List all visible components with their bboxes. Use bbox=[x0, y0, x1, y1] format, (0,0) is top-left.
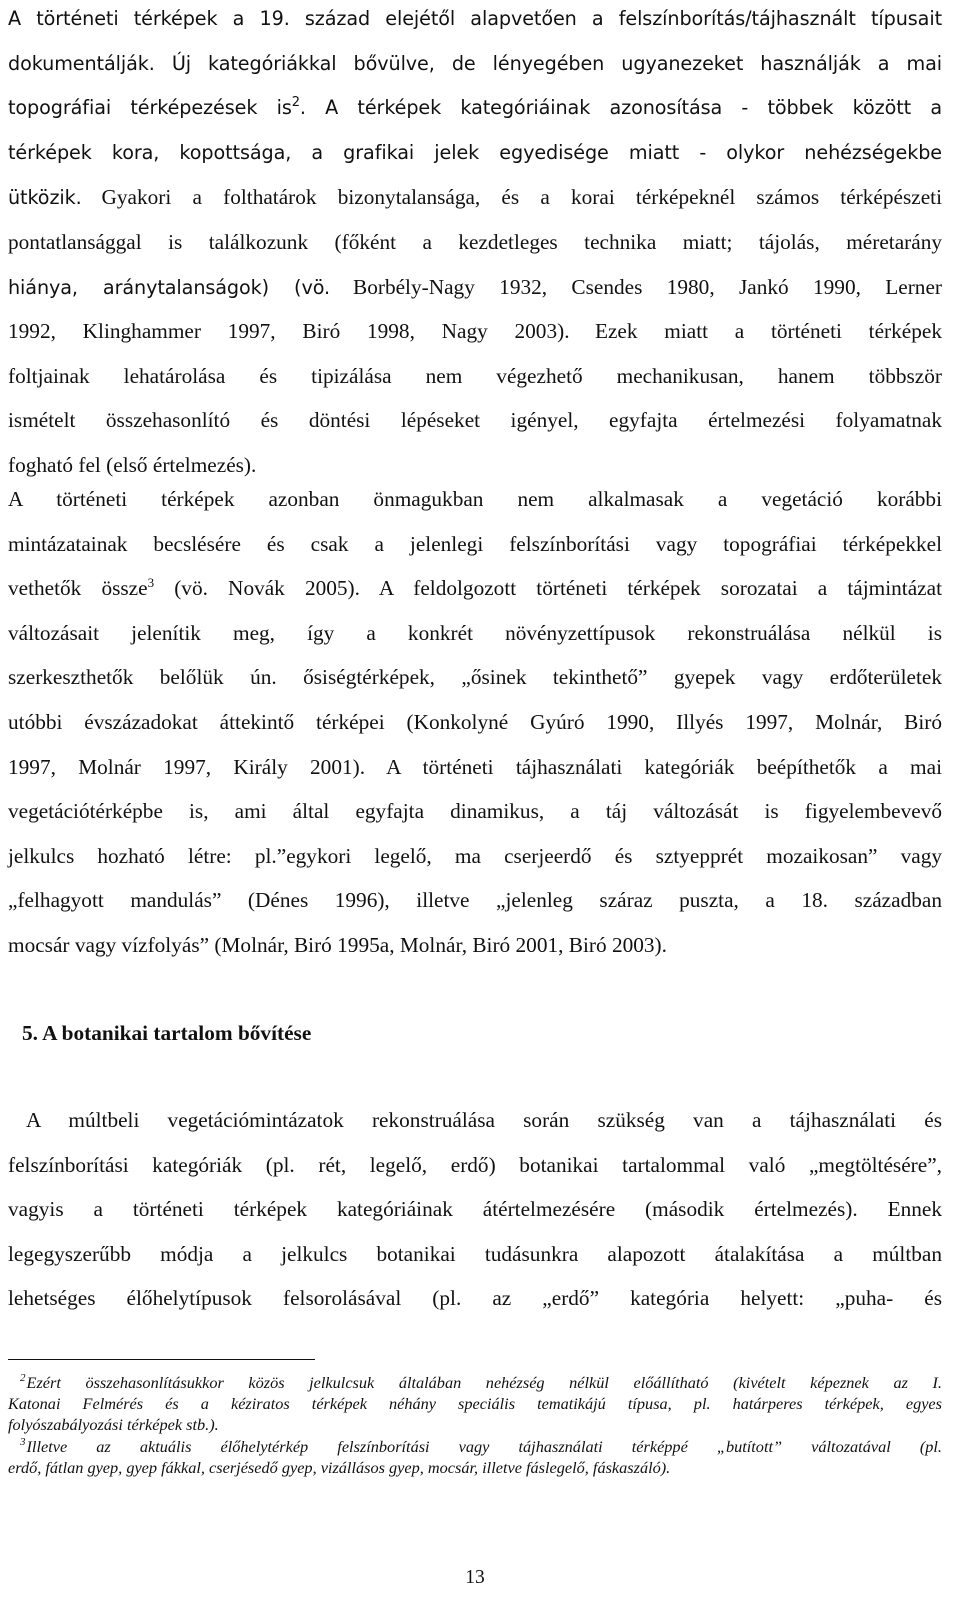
text-line: vethetők össze$^3$ (vö. Novák 2005). A feldolgozott történeti térképek sorozatai a tájmintázat bbox=[8, 575, 942, 601]
text-line: hiánya, aránytalanságok) (vö. Borbély-Nagy 1932, Csendes 1980, Jankó 1990, Lerner bbox=[8, 274, 942, 299]
text-line: ütközik. Gyakori a folthatárok bizonytalansága, és a korai térképeknél számos térképészeti bbox=[8, 185, 942, 210]
text-line: 1992, Klinghammer 1997, Biró 1998, Nagy 2003). Ezek miatt a történeti térképek bbox=[8, 319, 942, 344]
text-line: térképek kora, kopottsága, a grafikai jelek egyedisége miatt - olykor nehézségekbe bbox=[8, 140, 942, 164]
text-line: 1997, Molnár 1997, Király 2001). A történeti tájhasználati kategóriák beépíthetők a mai bbox=[8, 754, 942, 779]
footnote-reference: 2 bbox=[291, 95, 300, 111]
text-line: A történeti térképek azonban önmagukban nem alkalmasak a vegetáció korábbi bbox=[8, 487, 942, 511]
paragraph-2 bbox=[8, 477, 942, 968]
paragraph-3 bbox=[8, 1098, 942, 1321]
text-line: legegyszerűbb módja a jelkulcs botanikai tudásunkra alapozott átalakítása a múltban bbox=[8, 1241, 942, 1266]
footnote-3: $^3$Illetve az aktuális élőhelytérkép felszínborítási vagy tájhasználati térképpé „butított” változatával (pl. bbox=[20, 1435, 942, 1456]
footnote-reference: 3 bbox=[147, 575, 155, 591]
text-line: ismételt összehasonlító és döntési lépéseket igényel, egyfajta értelmezési folyamatnak bbox=[8, 408, 942, 433]
text-line: felszínborítási kategóriák (pl. rét, legelő, erdő) botanikai tartalommal való „megtöltésére”, bbox=[8, 1152, 942, 1177]
text-line: A múltbeli vegetációmintázatok rekonstruálása során szükség van a tájhasználati és bbox=[26, 1108, 942, 1132]
text-line: fogható fel (első értelmezés). bbox=[8, 452, 257, 477]
footnote-line: Katonai Felmérés és a kéziratos térképek néhány speciális tematikájú típusa, pl. határperes térképek, egyes bbox=[8, 1394, 942, 1414]
footnote-line: folyószabályozási térképek stb.). bbox=[8, 1415, 219, 1435]
text-line: dokumentálják. Új kategóriákkal bővülve, de lényegében ugyanezeket használják a mai bbox=[8, 51, 942, 75]
text-line: jelkulcs hozható létre: pl.”egykori legelő, ma cserjeerdő és sztyepprét mozaikosan” vagy bbox=[8, 843, 942, 868]
section-heading: 5. A botanikai tartalom bővítése bbox=[22, 1021, 312, 1045]
footnote-mark: 3 bbox=[20, 1435, 26, 1448]
text-line: pontatlansággal is találkozunk (főként a kezdetleges technika miatt; tájolás, méretarány bbox=[8, 229, 942, 254]
text-line: lehetséges élőhelytípusok felsorolásával (pl. az „erdő” kategória helyett: „puha- és bbox=[8, 1286, 942, 1311]
text-line: vagyis a történeti térképek kategóriáinak átértelmezésére (második értelmezés). Ennek bbox=[8, 1197, 942, 1222]
footnote-2: $^2$Ezért összehasonlításukkor közös jelkulcsuk általában nehézség nélkül előállítható (kivételt képeznek az I. bbox=[20, 1372, 942, 1392]
text-line: mintázatainak becslésére és csak a jelenlegi felszínborítási vagy topográfiai térképekkel bbox=[8, 531, 942, 556]
text-line: topográfiai térképezések $is^2$. A térképek kategóriáinak azonosítása - többek között a bbox=[8, 95, 942, 120]
footnote-separator bbox=[8, 1359, 315, 1360]
paragraph-1 bbox=[8, 0, 942, 488]
text-line: változásait jelenítik meg, így a konkrét növényzettípusok rekonstruálása nélkül is bbox=[8, 620, 942, 645]
text-line: mocsár vagy vízfolyás” (Molnár, Biró 1995a, Molnár, Biró 2001, Biró 2003). bbox=[8, 932, 667, 957]
text-line: foltjainak lehatárolása és tipizálása nem végezhető mechanikusan, hanem többször bbox=[8, 363, 942, 388]
page-number: 13 bbox=[465, 1567, 485, 1588]
text-line: szerkeszthetők belőlük ún. ősiségtérképek, „ősinek tekinthető” gyepek vagy erdőterületek bbox=[8, 665, 942, 690]
text-line: utóbbi évszázadokat áttekintő térképei (Konkolyné Gyúró 1990, Illyés 1997, Molnár, Biró bbox=[8, 709, 942, 734]
footnotes bbox=[8, 1368, 942, 1478]
text-line: „felhagyott mandulás” (Dénes 1996), illetve „jelenleg száraz puszta, a 18. században bbox=[8, 888, 942, 913]
text-line: A történeti térképek a 19. század elejétől alapvetően a felszínborítás/tájhasznált típusait bbox=[8, 7, 942, 30]
footnote-mark: 2 bbox=[20, 1372, 26, 1384]
text-line: vegetációtérképbe is, ami által egyfajta dinamikus, a táj változását is figyelembevevő bbox=[8, 799, 942, 824]
footnote-line: erdő, fátlan gyep, gyep fákkal, cserjésedő gyep, vizállásos gyep, mocsár, illetve fáslegelő, fáskaszáló). bbox=[8, 1457, 671, 1477]
